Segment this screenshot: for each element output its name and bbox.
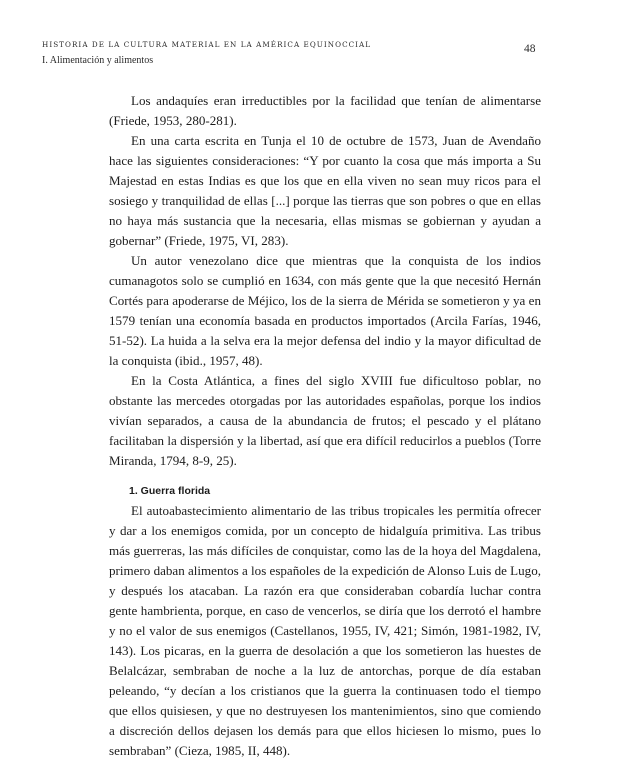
subheading: 1. Guerra florida — [129, 485, 211, 497]
section-title: I. Alimentación y alimentos — [42, 55, 154, 66]
paragraph: En la Costa Atlántica, a fines del siglo XVIII fue dificultoso poblar, no obstante las mercedes otorgadas por las autoridades españolas, porque los indios vivían separados, a causa de la abundancia de frutos; el pescado y el plátano facilitaban la dispersión y la libertad, así que era difícil reducirlos a pueblos (Torre Miranda, 1794, 8-9, 25). — [109, 373, 541, 468]
body-text — [109, 91, 541, 761]
paragraph: Un autor venezolano dice que mientras que la conquista de los indios cumanagotos solo se cumplió en 1634, con más gente que la que necesitó Hernán Cortés para apoderarse de Méjico, los de la sierra de Mérida se sometieron y ya en 1579 tenían una economía basada en productos importados (Arcila Farías, 1946, 51-52). La huida a la selva era la mejor defensa del indio y la mayor dificultad de la conquista (ibid., 1957, 48). — [109, 253, 541, 368]
paragraph: En una carta escrita en Tunja el 10 de octubre de 1573, Juan de Avendaño hace las siguientes consideraciones: “Y por cuanto la cosa que más importa a Su Majestad en estas Indias es que los que en ella viven no sean muy ricos para el sosiego y tranquilidad de ellas [...] porque las tierras que son pobres o que en ellas no haya más sustancia que la necesaria, ellas mismas se gobiernan y ayudan a gobernar” (Friede, 1975, VI, 283). — [109, 133, 541, 248]
running-title: HISTORIA DE LA CULTURA MATERIAL EN LA AMÉRICA EQUINOCCIAL — [42, 40, 372, 49]
paragraph: Los andaquíes eran irreductibles por la facilidad que tenían de alimentarse (Friede, 1953, 280-281). — [109, 93, 541, 128]
paragraph: El autoabastecimiento alimentario de las tribus tropicales les permitía ofrecer y dar a los enemigos comida, por un concepto de hidalguía primitiva. Las tribus más guerreras, las más difíciles de conquistar, como las de la hoya del Magdalena, primero daban alimentos a los españoles de la expedición de Alonso Luis de Lugo, y después los atacaban. La razón era que consideraban cobardía luchar contra gente hambrienta, porque, en caso de vencerlos, se diría que los derrotó el hambre y no el valor de sus enemigos (Castellanos, 1955, IV, 421; Simón, 1981-1982, IV, 143). Los picaras, en la guerra de desolación a que los sometieron las huestes de Belalcázar, sembraban de noche a la luz de antorchas, porque de día estaban peleando, “y decían a los cristianos que la guerra la continuasen todo el tiempo que ellos quisiesen, y que no destruyesen los mantenimientos, sino que comiendo a discreción dellos dejasen los demás para que ellos hiciesen lo mismo, pues lo sembraban” (Cieza, 1985, II, 448). — [109, 503, 541, 758]
page-number: 48 — [524, 43, 536, 55]
